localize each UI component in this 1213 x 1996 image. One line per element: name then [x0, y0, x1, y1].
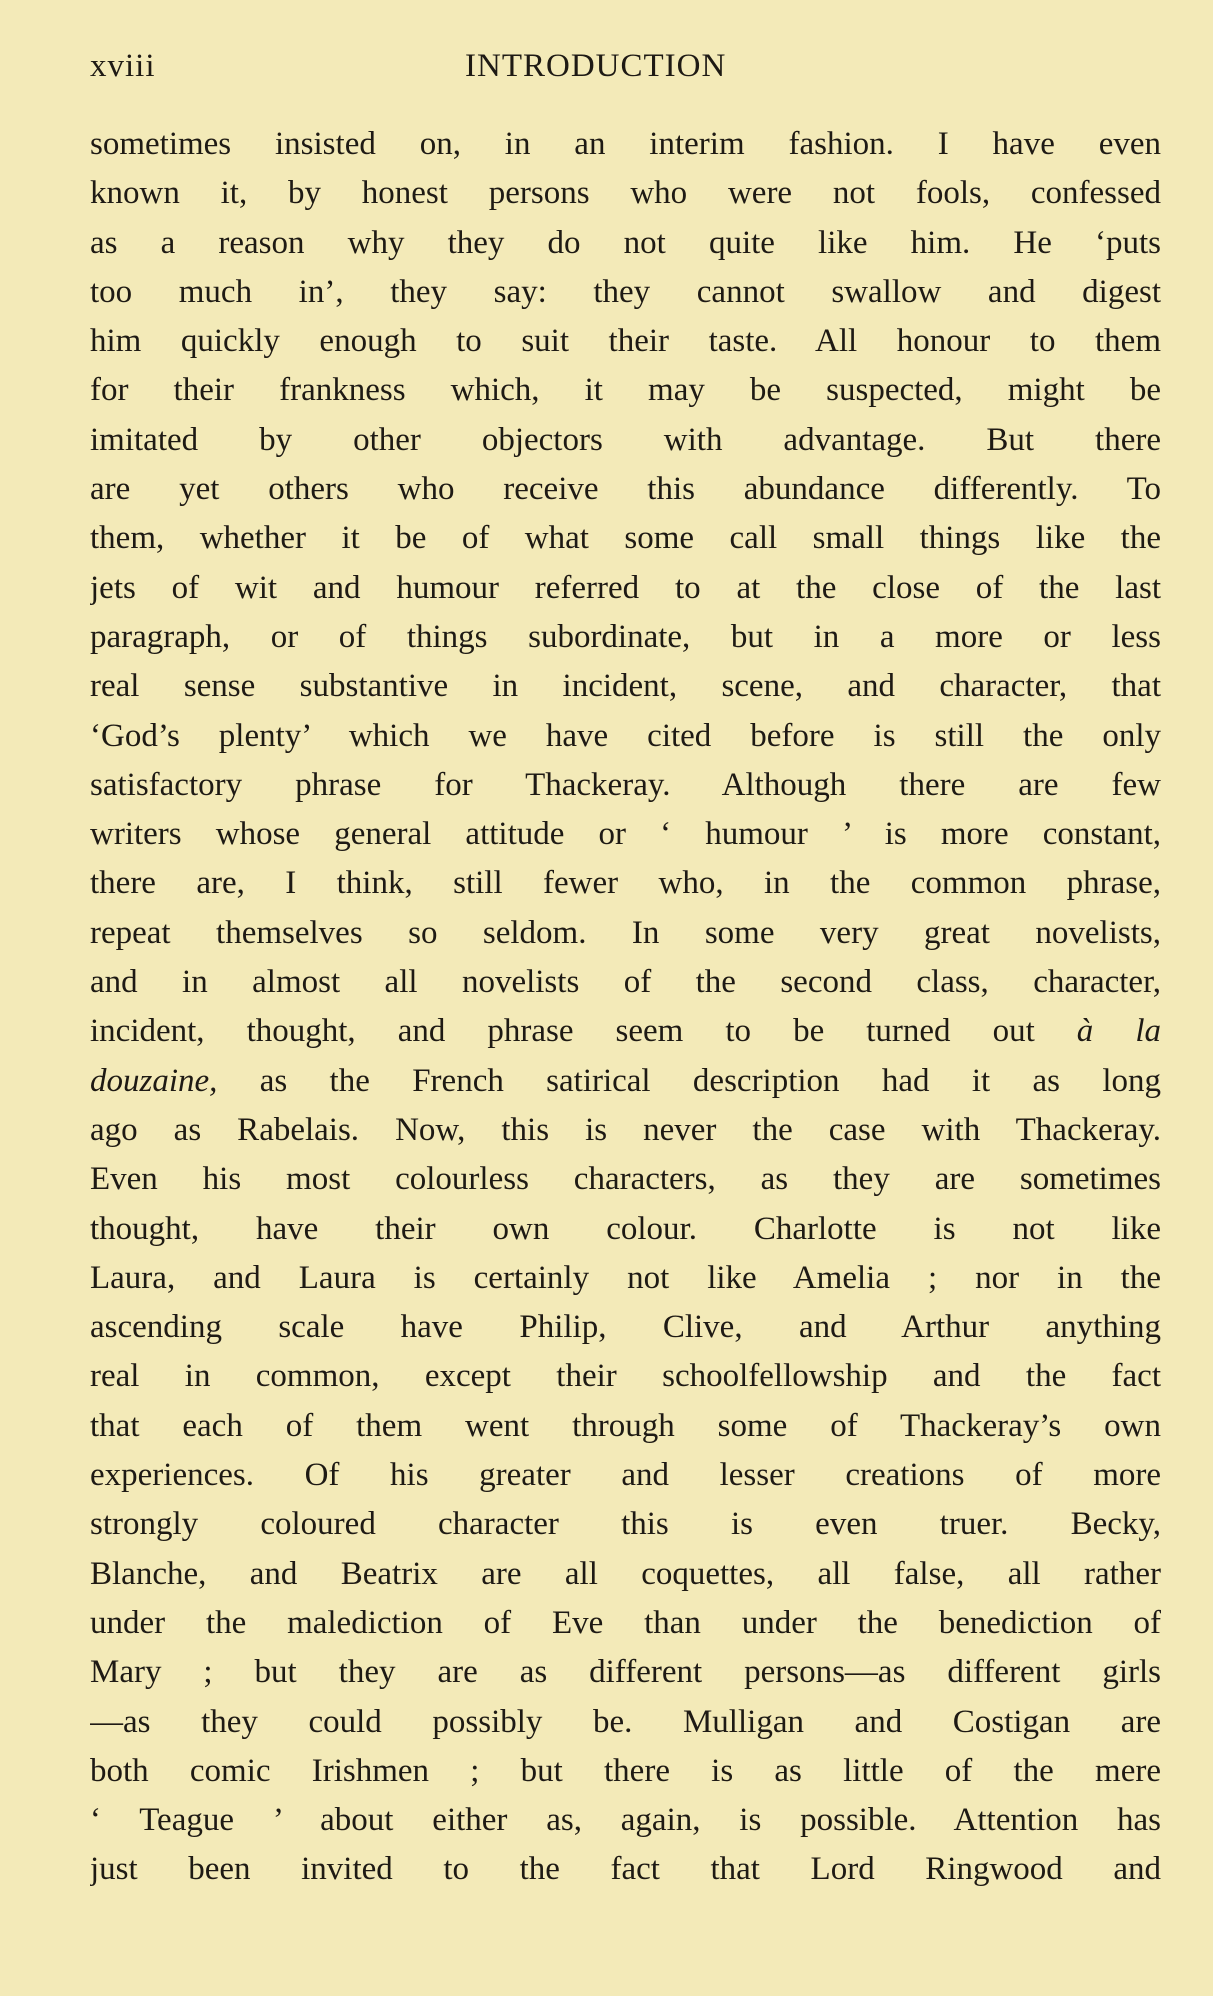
- text-line: satisfactory phrase for Thackeray. Although there are few: [90, 766, 1161, 803]
- text-line: Mary ; but they are as different persons—as different girls: [90, 1654, 1161, 1691]
- text-line: experiences. Of his greater and lesser creations of more: [90, 1457, 1161, 1494]
- text-line: strongly coloured character this is even truer. Becky,: [90, 1506, 1161, 1543]
- text-line: and in almost all novelists of the second class, character,: [90, 964, 1161, 1001]
- text-line: them, whether it be of what some call small things like the: [90, 520, 1161, 557]
- text-line: just been invited to the fact that Lord Ringwood and: [90, 1851, 1161, 1888]
- text-line: under the malediction of Eve than under the benediction of: [90, 1604, 1161, 1641]
- running-head: [90, 48, 1161, 88]
- body-text: [90, 120, 1161, 1895]
- text-line: real sense substantive in incident, scene, and character, that: [90, 668, 1161, 705]
- italic-phrase: à la: [1076, 1013, 1161, 1050]
- text-line: jets of wit and humour referred to at the close of the last: [90, 569, 1161, 606]
- text-line-with-italic: [90, 1007, 1161, 1056]
- running-title: INTRODUCTION: [465, 48, 727, 84]
- italic-phrase: douzaine,: [90, 1062, 218, 1099]
- text-line: ‘ Teague ’ about either as, again, is possible. Attention has: [90, 1802, 1161, 1839]
- line-text: as the French satirical description had it as long: [259, 1062, 1161, 1099]
- text-line: writers whose general attitude or ‘ humour ’ is more constant,: [90, 816, 1161, 853]
- text-line: are yet others who receive this abundance differently. To: [90, 471, 1161, 508]
- text-line: sometimes insisted on, in an interim fashion. I have even: [90, 126, 1161, 162]
- text-line: both comic Irishmen ; but there is as little of the mere: [90, 1752, 1161, 1789]
- text-line: there are, I think, still fewer who, in the common phrase,: [90, 865, 1161, 902]
- text-line: that each of them went through some of Thackeray’s own: [90, 1407, 1161, 1444]
- text-line: ago as Rabelais. Now, this is never the case with Thackeray.: [90, 1111, 1161, 1148]
- text-line: imitated by other objectors with advantage. But there: [90, 421, 1161, 458]
- text-line: repeat themselves so seldom. In some very great novelists,: [90, 914, 1161, 951]
- text-line-with-italic: [90, 1057, 1161, 1106]
- text-line: ‘God’s plenty’ which we have cited before is still the only: [90, 717, 1161, 754]
- text-line: as a reason why they do not quite like him. He ‘puts: [90, 224, 1161, 261]
- text-line: too much in’, they say: they cannot swallow and digest: [90, 273, 1161, 310]
- text-line: Laura, and Laura is certainly not like Amelia ; nor in the: [90, 1259, 1161, 1296]
- page-number: xviii: [90, 48, 156, 84]
- text-line: Even his most colourless characters, as they are sometimes: [90, 1161, 1161, 1198]
- text-line: for their frankness which, it may be suspected, might be: [90, 372, 1161, 409]
- line-text: incident, thought, and phrase seem to be turned out: [90, 1013, 1035, 1050]
- text-line: —as they could possibly be. Mulligan and Costigan are: [90, 1703, 1161, 1740]
- text-line: him quickly enough to suit their taste. All honour to them: [90, 323, 1161, 360]
- text-line: paragraph, or of things subordinate, but in a more or less: [90, 618, 1161, 655]
- text-line: ascending scale have Philip, Clive, and Arthur anything: [90, 1309, 1161, 1346]
- text-line: thought, have their own colour. Charlotte is not like: [90, 1210, 1161, 1247]
- text-line: known it, by honest persons who were not fools, confessed: [90, 175, 1161, 212]
- text-line: Blanche, and Beatrix are all coquettes, all false, all rather: [90, 1555, 1161, 1592]
- text-line: real in common, except their schoolfellowship and the fact: [90, 1358, 1161, 1395]
